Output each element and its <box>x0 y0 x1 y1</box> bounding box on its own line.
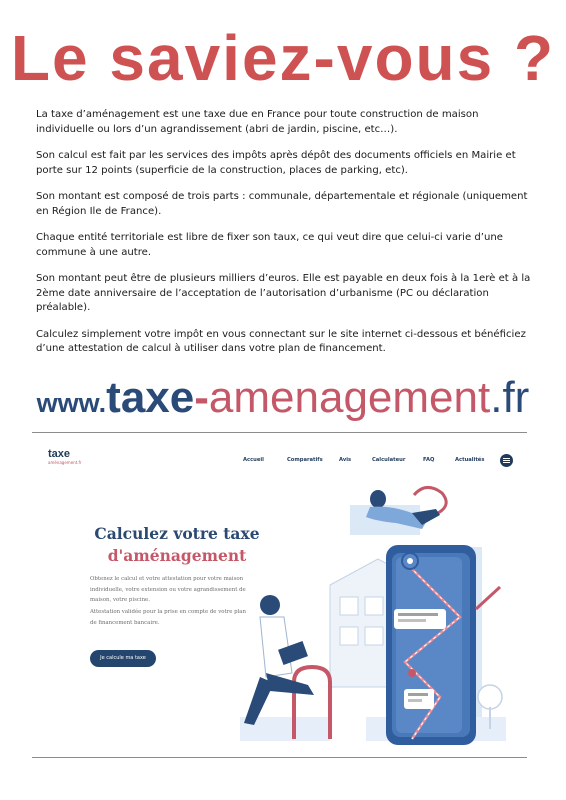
website-screenshot <box>32 437 527 755</box>
hero-paragraph-1: Obtenez le calcul et votre attestation pour votre maison individuelle, votre extension ou votre agrandissement de maison, votre piscine. <box>90 576 246 603</box>
paragraph-composition: Son montant est composé de trois parts : communale, départementale et régionale (uniquement en Région Ile de France). <box>36 191 528 217</box>
divider-bottom <box>32 757 527 758</box>
url-dash: - <box>194 373 209 422</box>
site-logo[interactable] <box>48 449 82 465</box>
url-tld: fr <box>502 373 530 422</box>
paragraph-call-to-action: Calculez simplement votre impôt en vous connectant sur le site internet ci-dessous et bénéficiez d’une attestation de calcul à utiliser dans votre plan de financement. <box>36 328 526 354</box>
nav-item-avis[interactable]: Avis <box>339 457 352 463</box>
hero-paragraph-2: Attestation validée pour la prise en compte de votre plan de financement bancaire. <box>90 609 246 626</box>
menu-button[interactable] <box>500 454 513 467</box>
nav-item-comparatifs[interactable]: Comparatifs <box>287 457 323 463</box>
hero-illustration <box>200 477 527 755</box>
paragraph-definition: La taxe d’aménagement est une taxe due en France pour toute construction de maison individuelle ou lors d’un agrandissement (abri de jardin, piscine, etc…). <box>36 109 479 135</box>
paragraph-rate: Chaque entité territoriale est libre de fixer son taux, ce qui veut dire que celui-ci varie d’une commune à une autre. <box>36 232 504 258</box>
calculate-tax-button[interactable]: Je calcule ma taxe <box>90 650 156 667</box>
nav-item-calculateur[interactable]: Calculateur <box>372 457 406 463</box>
nav-item-accueil[interactable]: Accueil <box>243 457 264 463</box>
site-logo-main: taxe <box>48 448 71 460</box>
site-logo-sub: aménagement.fr <box>48 460 82 465</box>
paragraph-calculation: Son calcul est fait par les services des impôts après dépôt des documents officiels en Mairie et porte sur 12 points (superficie de la construction, places de parking, etc). <box>36 150 516 176</box>
url-amenagement: amenagement <box>208 373 491 422</box>
paragraph-payment: Son montant peut être de plusieurs milliers d’euros. Elle est payable en deux fois à la 1erè et à la 2ème date anniversaire de l’acceptation de l’autorisation d’urbanisme (PC ou déclaration préalable). <box>36 273 531 313</box>
url-dot: . <box>490 373 503 422</box>
divider-top <box>32 432 527 433</box>
nav-item-faq[interactable]: FAQ <box>423 457 435 463</box>
url-taxe: taxe <box>106 373 195 422</box>
hero-title-line1: Calculez votre taxe <box>94 524 260 543</box>
menu-icon <box>503 458 510 459</box>
headline: Le saviez-vous ? <box>10 22 556 94</box>
nav-item-actualites[interactable]: Actualités <box>455 457 485 463</box>
hero-title-line2: d'aménagement <box>107 546 247 565</box>
url-www: www. <box>36 388 107 418</box>
website-url[interactable] <box>0 372 566 434</box>
info-text <box>36 108 536 369</box>
